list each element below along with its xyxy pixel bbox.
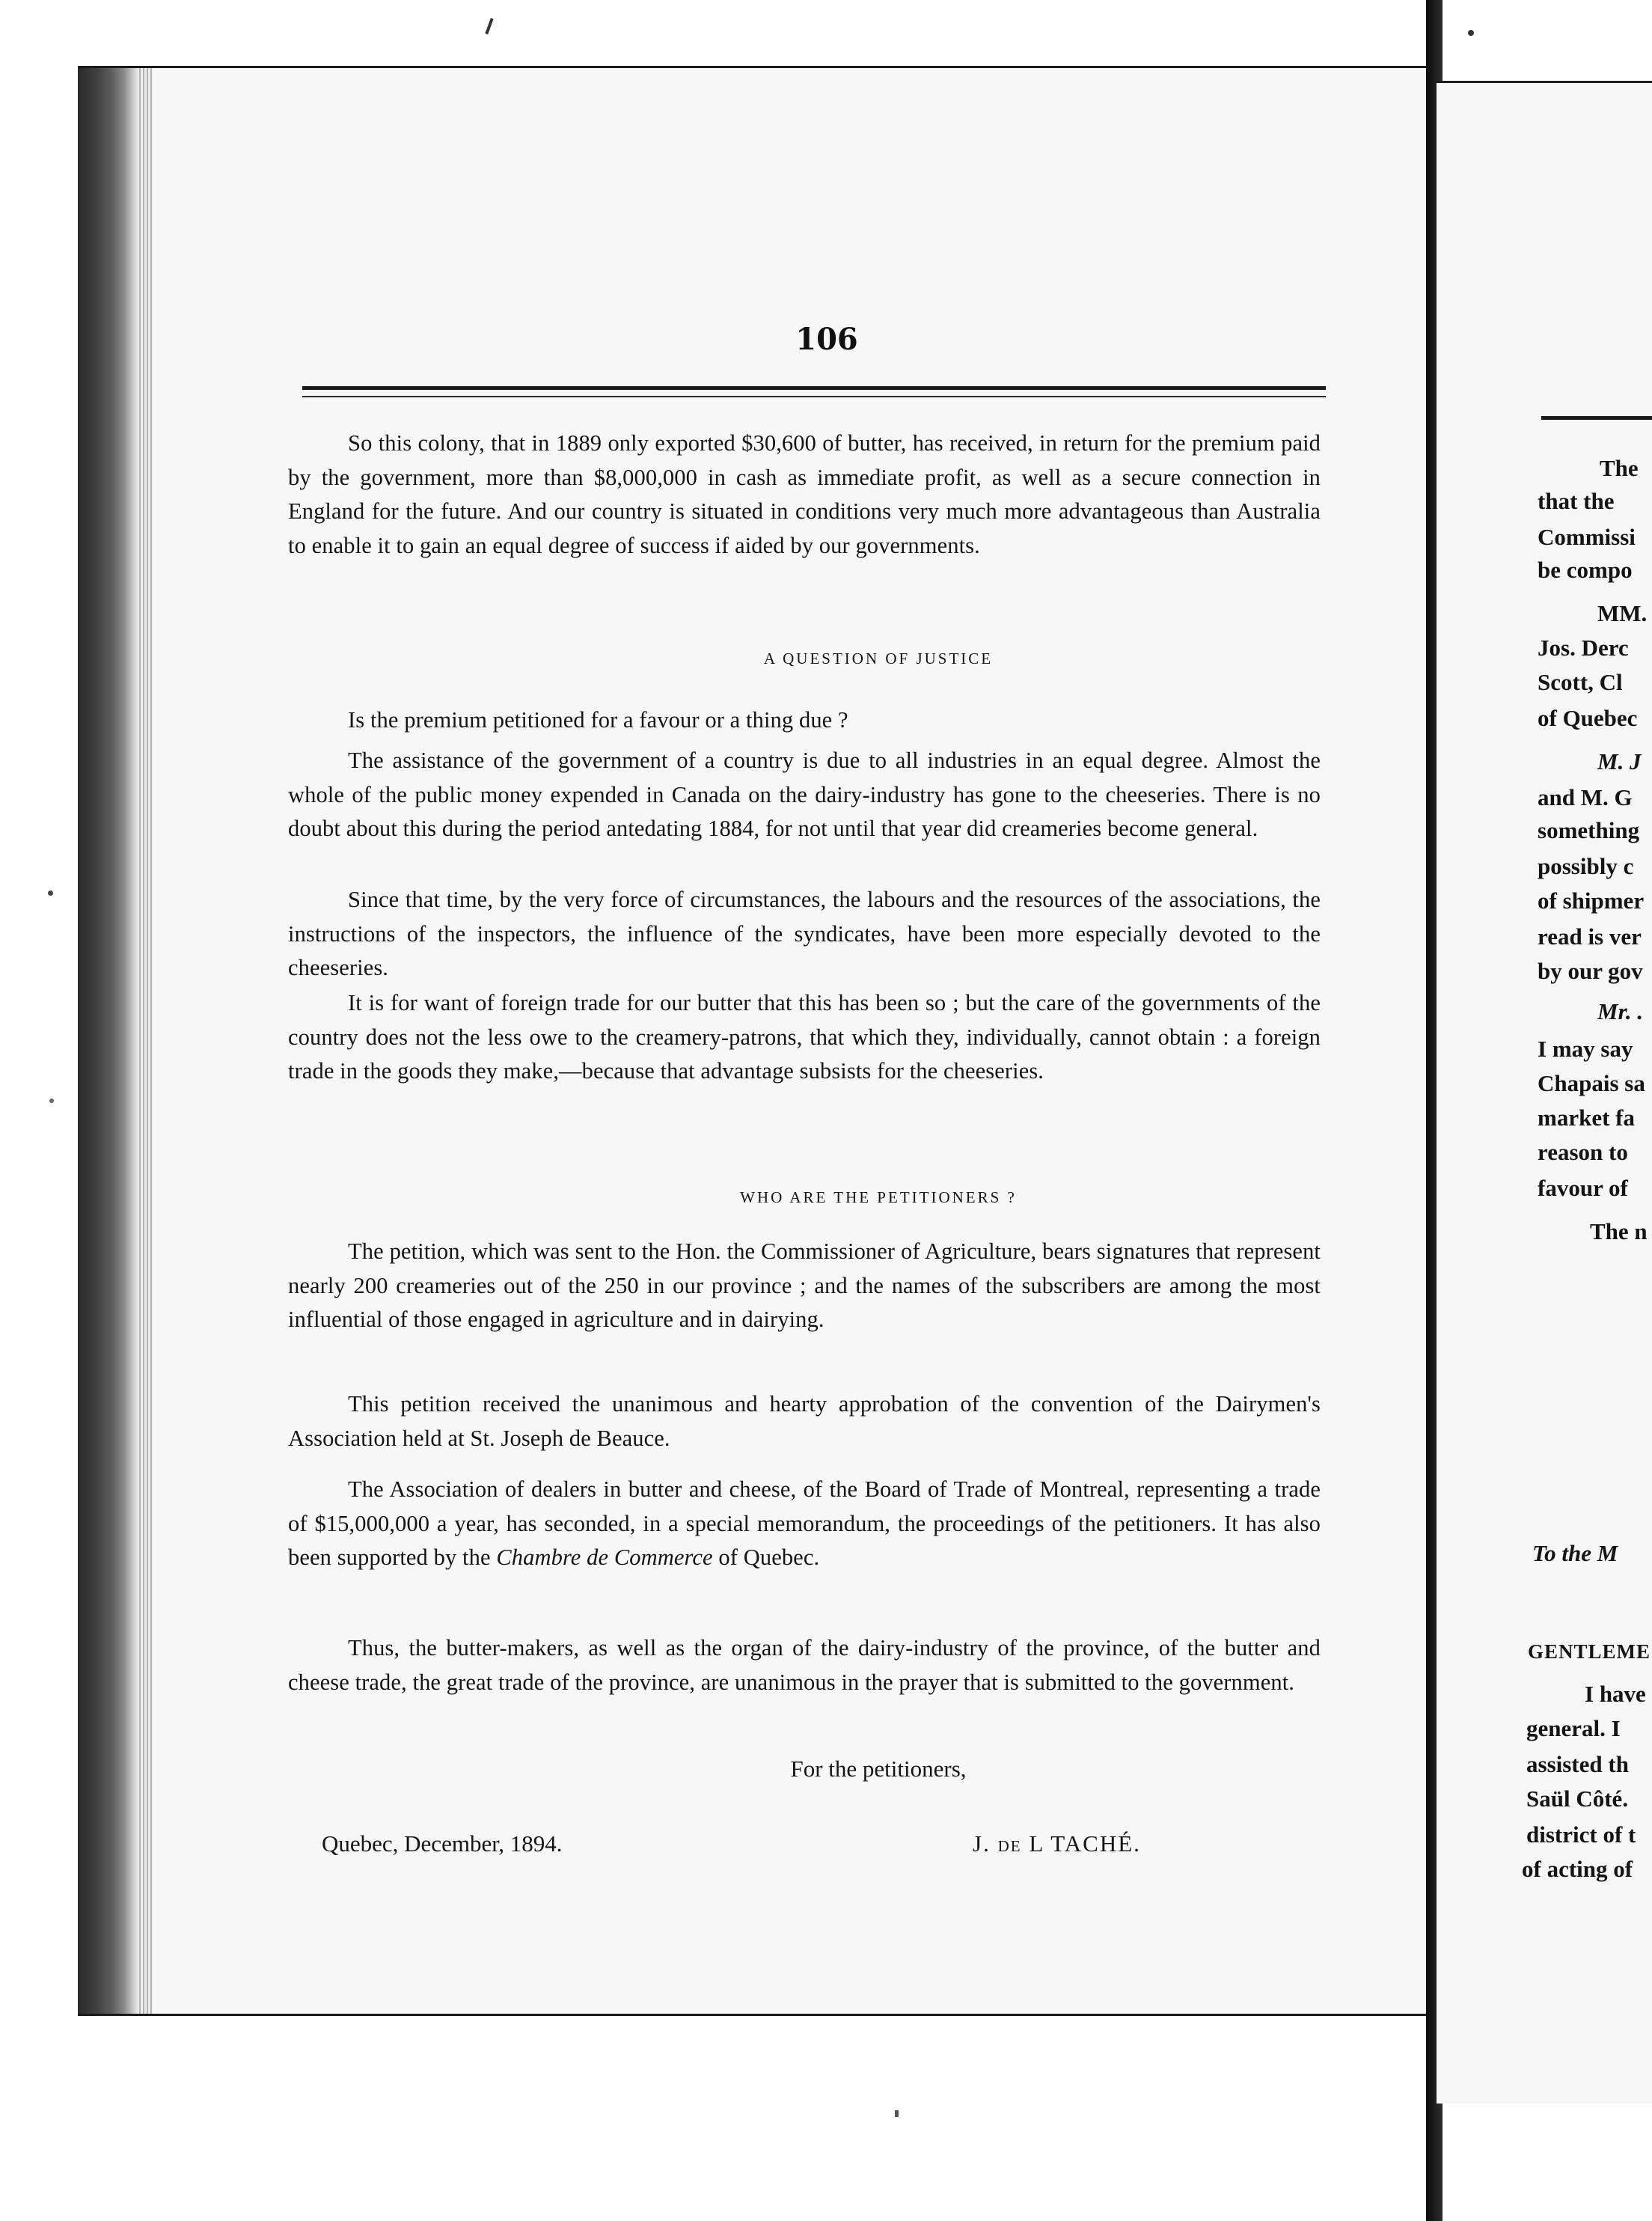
of-quebec-text: of Quebec. [712, 1545, 820, 1570]
header-rule [302, 386, 1326, 390]
right-line: Mr. . [1597, 998, 1644, 1024]
section-heading-petitioners: WHO ARE THE PETITIONERS ? [740, 1188, 1017, 1206]
right-line: and M. G [1538, 784, 1633, 810]
section-heading-question-of-justice: A QUESTION OF JUSTICE [763, 650, 994, 667]
board-of-trade-text: The Association of dealers in butter and cheese, of the Board of Trade of Montreal, representing a trade of $15,000,000 a year, has seconded, in a special memorandum, the proceedings of the petitioners. It has also been supported by the [288, 1476, 1321, 1570]
right-line: I have [1585, 1681, 1646, 1707]
right-line: Jos. Derc [1538, 635, 1629, 661]
scan-speck [49, 1099, 54, 1103]
place-and-date: Quebec, December, 1894. [322, 1830, 563, 1857]
for-the-petitioners: For the petitioners, [790, 1756, 967, 1782]
right-line: possibly c [1538, 853, 1634, 879]
right-line: To the M [1532, 1540, 1618, 1566]
page-number: 106 [795, 322, 858, 357]
signature-initial: J. [973, 1830, 998, 1857]
scan-speck [48, 890, 53, 896]
right-line: be compo [1538, 557, 1633, 583]
right-line: M. J [1597, 748, 1642, 775]
paragraph-foreign-trade: It is for want of foreign trade for our butter that this has been so ; but the care of the governments of the country does not the less owe to the creamery-patrons, that which they, individually, cannot obtain : a foreign trade in the goods they make,—because that advantage subsists for the cheeseries. [288, 990, 1321, 1084]
right-line: something [1538, 817, 1640, 843]
scan-speck [1468, 30, 1474, 36]
page-edge-stack [139, 68, 153, 2014]
scan-speck [895, 2110, 899, 2117]
paragraph-butter-makers: Thus, the butter-makers, as well as the organ of the dairy-industry of the province, of the butter and cheese trade, the great trade of the province, are unanimous in the prayer that is submitted to the government. [288, 1635, 1321, 1695]
right-line: market fa [1538, 1105, 1635, 1131]
right-line: that the [1538, 488, 1615, 514]
right-line: assisted th [1526, 1751, 1629, 1777]
right-line: of shipmer [1538, 888, 1645, 914]
right-line: reason to [1538, 1139, 1628, 1165]
right-line: Commissi [1538, 524, 1636, 550]
right-line: Chapais sa [1538, 1070, 1645, 1096]
paragraph-australia-butter: So this colony, that in 1889 only exported $30,600 of butter, has received, in return for the premium paid by the government, more than $8,000,000 in cash as immediate profit, as well as a secure connection in England for the future. And our country is situated in conditions very much more advantageous than Australia to enable it to gain an equal degree of success if aided by our governments. [288, 430, 1321, 558]
chambre-de-commerce-italic: Chambre de Commerce [496, 1545, 713, 1570]
right-line: read is ver [1538, 923, 1642, 950]
signature-particle: DE [997, 1837, 1022, 1855]
paragraph-premium-question: Is the premium petitioned for a favour or a thing due ? [348, 707, 848, 733]
right-line: of Quebec [1538, 705, 1638, 731]
right-line: district of t [1526, 1821, 1636, 1848]
right-line: The [1600, 455, 1639, 481]
right-line: I may say [1538, 1036, 1633, 1062]
right-header-rule [1541, 416, 1652, 420]
paragraph-board-of-trade [288, 1473, 1321, 1575]
right-line: of acting of [1522, 1856, 1633, 1882]
paragraph-petition-signatures: The petition, which was sent to the Hon. the Commissioner of Agriculture, bears signatures that represent nearly 200 creameries out of the 250 in our province ; and the names of the subscribers are among the most influential of those engaged in agriculture and in dairying. [288, 1238, 1321, 1332]
right-line: The n [1590, 1218, 1648, 1244]
paragraph-assistance: The assistance of the government of a country is due to all industries in an equal degree. Almost the whole of the public money expended in Canada on the dairy-industry has gone to the cheeseries. There is no doubt about this during the period antedating 1884, for not until that year did creameries become general. [288, 748, 1321, 841]
right-line: by our gov [1538, 958, 1643, 984]
signature-name: L TACHÉ. [1021, 1830, 1141, 1857]
right-line: Scott, Cl [1538, 669, 1623, 695]
right-line: favour of [1538, 1175, 1628, 1201]
paragraph-convention: This petition received the unanimous and hearty approbation of the convention of the Dairymen's Association held at St. Joseph de Beauce. [288, 1391, 1321, 1451]
right-line: MM. [1597, 600, 1648, 626]
signature [973, 1830, 1141, 1857]
right-line: GENTLEME [1528, 1640, 1651, 1663]
binding-shadow [78, 68, 139, 2014]
header-rule-thin [302, 396, 1326, 397]
right-line: Saül Côté. [1526, 1785, 1629, 1812]
paragraph-since-that-time: Since that time, by the very force of circumstances, the labours and the resources of the associations, the instructions of the inspectors, the influence of the syndicates, have been more especially devoted to the cheeseries. [288, 887, 1321, 980]
right-line: general. I [1526, 1715, 1621, 1741]
